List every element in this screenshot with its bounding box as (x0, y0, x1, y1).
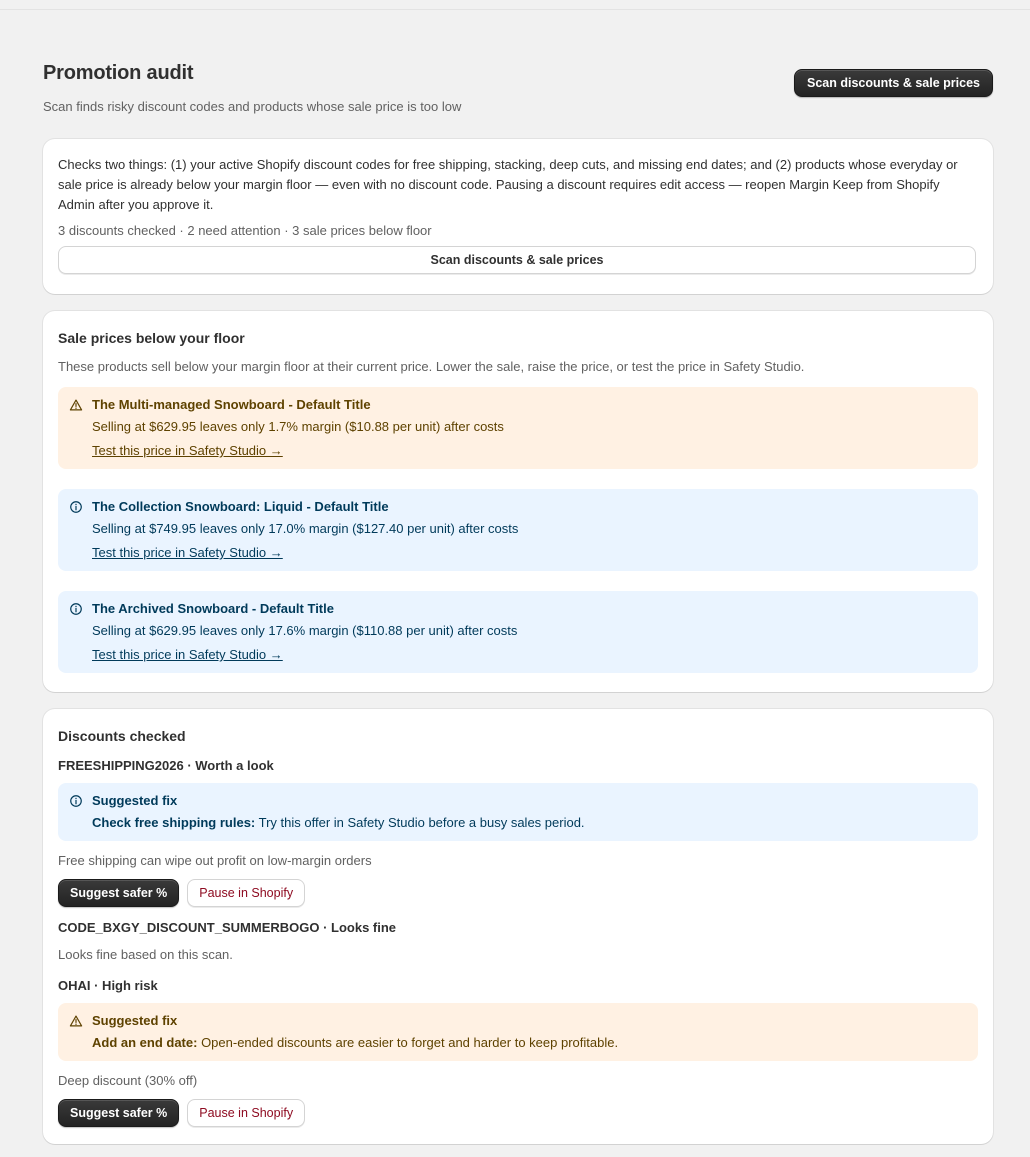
test-price-link[interactable]: Test this price in Safety Studio → (92, 443, 283, 458)
suggest-safer-button[interactable]: Suggest safer % (58, 1099, 179, 1127)
discount-actions (58, 1099, 978, 1127)
info-circle-icon (69, 500, 83, 514)
sale-price-item-detail: Selling at $749.95 leaves only 17.0% margin ($127.40 per unit) after costs (92, 521, 519, 536)
scan-summary: 3 discounts checked · 2 need attention · 3 sale prices below floor (58, 223, 432, 238)
test-price-link[interactable]: Test this price in Safety Studio → (92, 647, 283, 662)
pause-in-shopify-button[interactable]: Pause in Shopify (187, 1099, 305, 1127)
discounts-card (43, 709, 993, 1144)
discount-actions (58, 879, 978, 907)
page-header (43, 10, 993, 130)
sale-price-item-title: The Collection Snowboard: Liquid - Default Title (92, 499, 389, 514)
discount-name: FREESHIPPING2026 · Worth a look (58, 758, 274, 773)
suggested-fix-body: Try this offer in Safety Studio before a busy sales period. (255, 815, 585, 830)
discount-name: CODE_BXGY_DISCOUNT_SUMMERBOGO · Looks fine (58, 920, 397, 935)
page-subtitle: Scan finds risky discount codes and products whose sale price is too low (43, 99, 462, 114)
suggested-fix-text (92, 815, 966, 831)
suggested-fix-label: Add an end date: (92, 1035, 198, 1050)
sale-prices-title: Sale prices below your floor (58, 330, 245, 346)
promotion-audit-page (0, 10, 1030, 1144)
sale-price-item-detail: Selling at $629.95 leaves only 1.7% margin ($10.88 per unit) after costs (92, 419, 504, 434)
sale-prices-subtitle: These products sell below your margin floor at their current price. Lower the sale, raise the price, or test the price in Safety Studio. (58, 359, 805, 374)
suggested-fix-title: Suggested fix (92, 1013, 178, 1028)
overview-scan-button[interactable]: Scan discounts & sale prices (58, 246, 976, 274)
discount-note: Free shipping can wipe out profit on low-margin orders (58, 853, 372, 868)
test-price-link[interactable]: Test this price in Safety Studio → (92, 545, 283, 560)
discounts-title: Discounts checked (58, 728, 186, 744)
suggested-fix-text (92, 1035, 966, 1051)
sale-prices-card (43, 311, 993, 692)
discount-note: Looks fine based on this scan. (58, 947, 233, 962)
sale-price-item-title: The Multi-managed Snowboard - Default Title (92, 397, 371, 412)
discount-note: Deep discount (30% off) (58, 1073, 198, 1088)
suggested-fix-banner (58, 783, 978, 841)
sale-price-item (58, 489, 978, 571)
suggested-fix-label: Check free shipping rules: (92, 815, 256, 830)
discount-name: OHAI · High risk (58, 978, 158, 993)
suggested-fix-title: Suggested fix (92, 793, 178, 808)
suggested-fix-body: Open-ended discounts are easier to forget and harder to keep profitable. (197, 1035, 619, 1050)
pause-in-shopify-button[interactable]: Pause in Shopify (187, 879, 305, 907)
info-circle-icon (69, 602, 83, 616)
sale-price-item (58, 387, 978, 469)
sale-price-item-title: The Archived Snowboard - Default Title (92, 601, 334, 616)
header-scan-button[interactable]: Scan discounts & sale prices (794, 69, 993, 97)
sale-price-item (58, 591, 978, 673)
alert-triangle-icon (69, 398, 83, 412)
suggested-fix-banner (58, 1003, 978, 1061)
alert-triangle-icon (69, 1014, 83, 1028)
overview-card (43, 139, 993, 294)
page-title: Promotion audit (43, 62, 194, 84)
overview-description: Checks two things: (1) your active Shopify discount codes for free shipping, stacking, deep cuts, and missing end dates; and (2) products whose everyday or sale price is already below your margin floor — even with no discount code. Pausing a discount requires edit access — reopen Margin Keep from Shopify Admin after you approve it. (58, 157, 958, 212)
sale-price-item-detail: Selling at $629.95 leaves only 17.6% margin ($110.88 per unit) after costs (92, 623, 518, 638)
suggest-safer-button[interactable]: Suggest safer % (58, 879, 179, 907)
top-divider (0, 0, 1030, 10)
info-circle-icon (69, 794, 83, 808)
